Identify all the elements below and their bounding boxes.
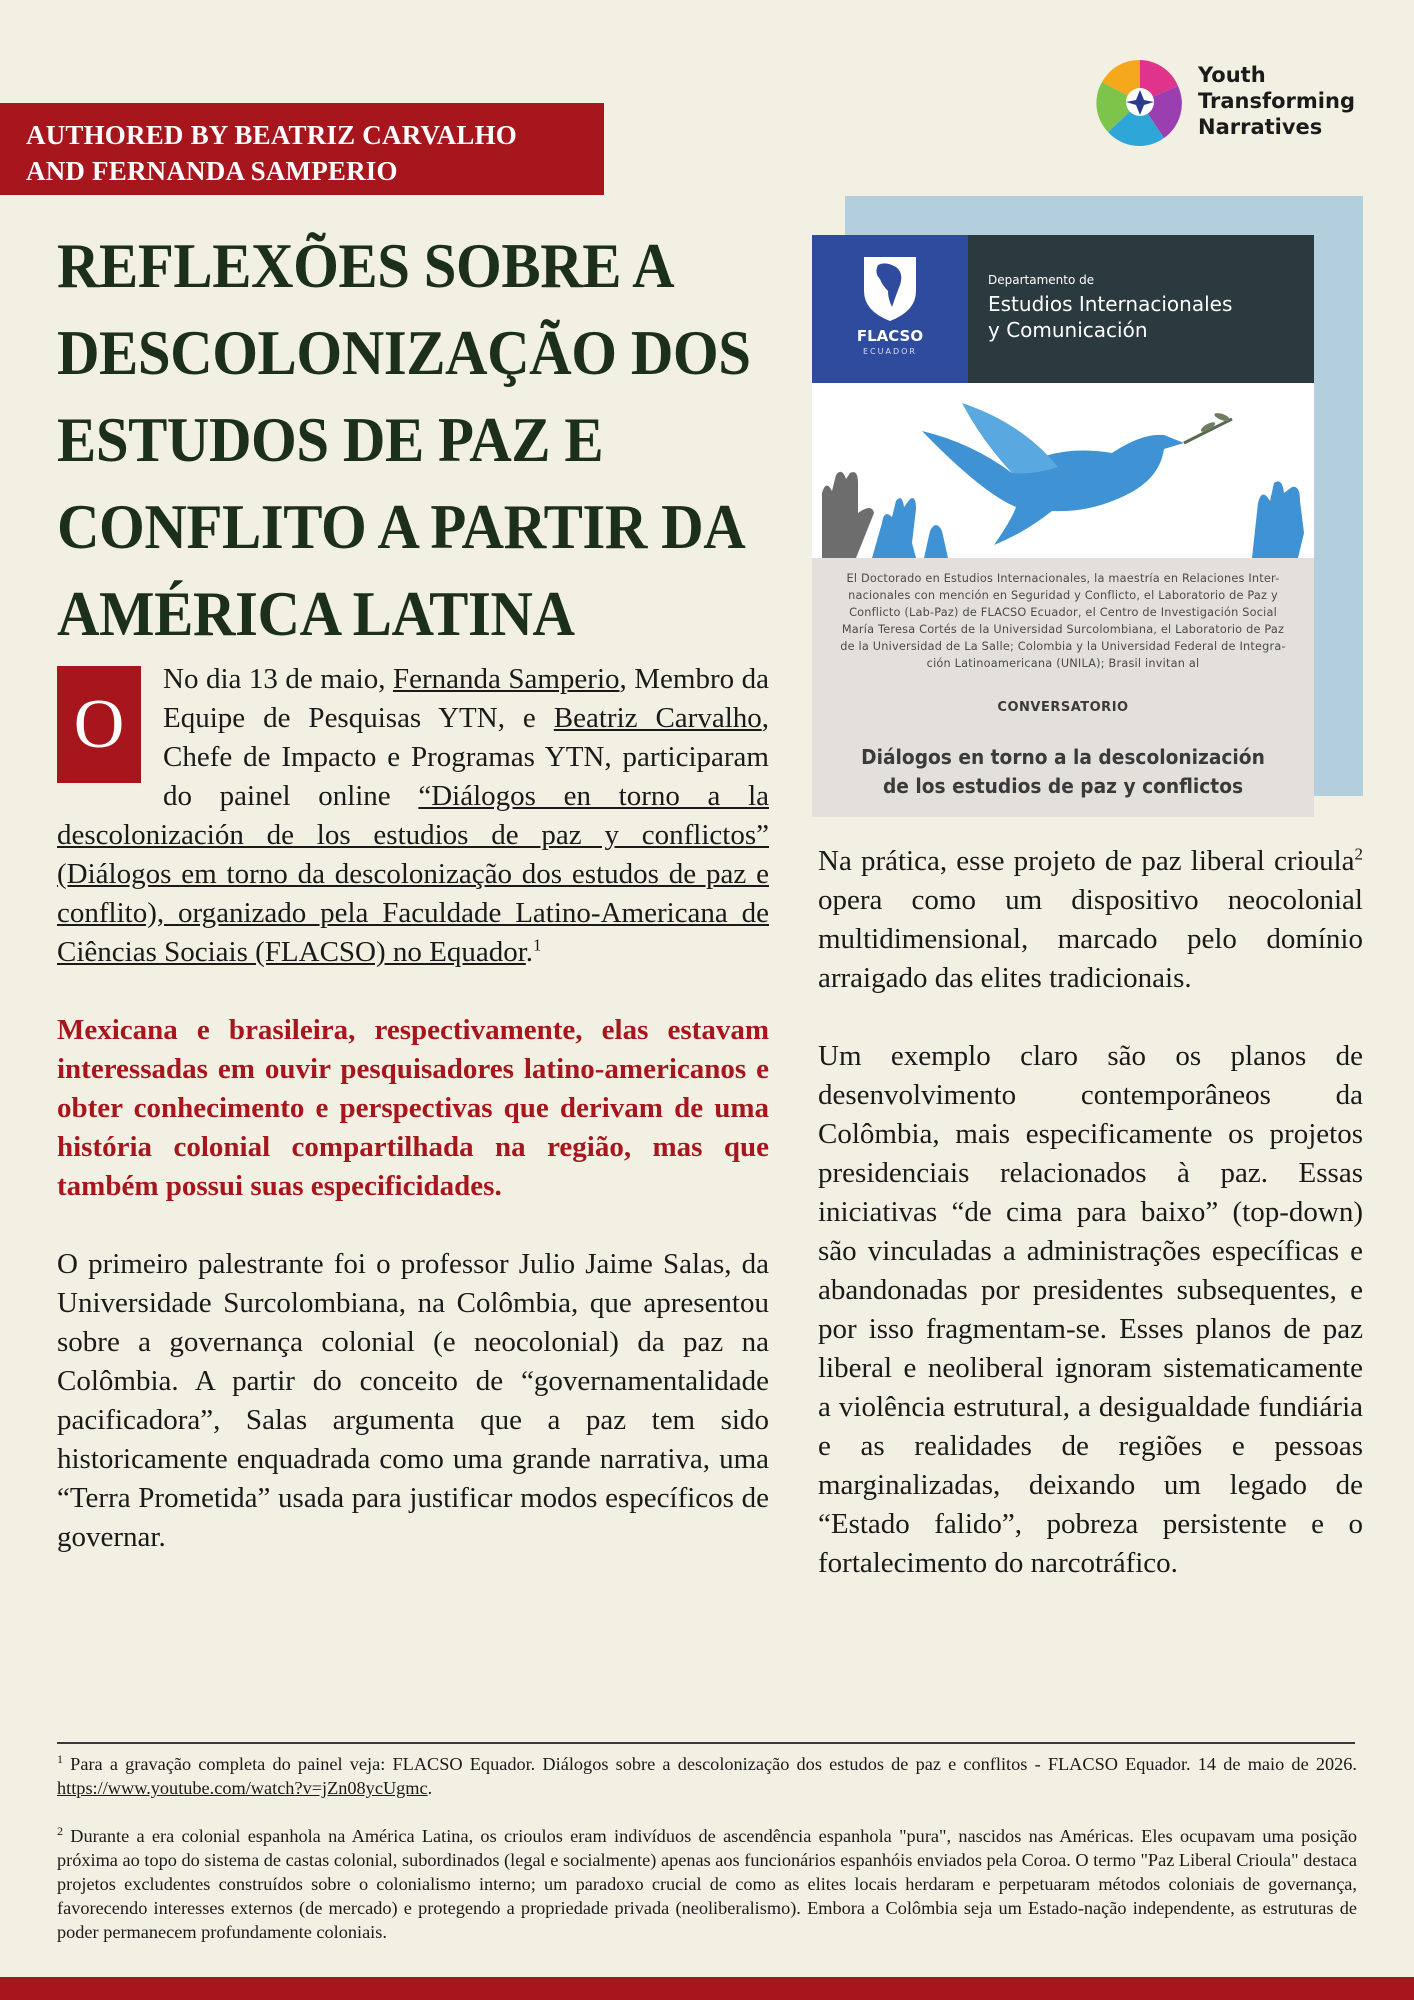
footnote-2 xyxy=(57,1824,1357,1944)
author-line-1: AUTHORED BY BEATRIZ CARVALHO xyxy=(26,120,517,150)
creole-peace-paragraph xyxy=(818,842,1363,998)
footnote-1-number: 1 xyxy=(57,1751,63,1766)
poster-event-title xyxy=(830,743,1297,801)
intro-text-1: No dia 13 de maio, xyxy=(163,663,393,695)
creole-text-1: Na prática, esse projeto de paz liberal crioula xyxy=(818,845,1355,877)
youtube-link[interactable]: https://www.youtube.com/watch?v=jZn08ycUgmc xyxy=(57,1778,428,1798)
left-column xyxy=(57,660,769,1557)
event-poster xyxy=(812,235,1314,817)
salas-paragraph: O primeiro palestrante foi o professor Julio Jaime Salas, da Universidade Surcolombiana, na Colômbia, que apresentou sobre a governança colonial (e neocolonial) da paz na Colômbia. A partir do conceito de “governamentalidade pacificadora”, Salas argumenta que a paz tem sido historicamente enquadrada como uma grande narrativa, uma “Terra Prometida” usada para justificar modos específicos de governar. xyxy=(57,1248,769,1553)
link-beatriz-carvalho[interactable]: Beatriz Carvalho xyxy=(553,702,762,734)
footnote-1-text: Para a gravação completa do painel veja: FLACSO Equador. Diálogos sobre a descolonização dos estudos de paz e conflitos - FLACSO Equador. 14 de maio de 2026. xyxy=(63,1754,1357,1774)
footnote-1-end: . xyxy=(427,1778,433,1798)
colombia-plans-paragraph: Um exemplo claro são os planos de desenvolvimento contemporâneos da Colômbia, mais especificamente os projetos presidenciais relacionados à paz. Essas iniciativas “de cima para baixo” (top-down) são vinculadas a administrações específicas e abandonadas por presidentes subsequentes, e por isso fragmentam-se. Esses planos de paz liberal e neoliberal ignoram sistematicamente a violência estrutural, a desigualdade fundiária e as realidades de regiões e pessoas marginalizadas, deixando um legado de “Estado falido”, pobreza persistente e o fortalecimento do narcotráfico. xyxy=(818,1040,1363,1579)
poster-description xyxy=(834,570,1292,672)
drop-cap: O xyxy=(57,666,141,783)
logo-line-2: Transforming xyxy=(1198,89,1355,113)
pinwheel-logo-icon xyxy=(1090,52,1190,152)
bottom-accent-bar xyxy=(0,1977,1414,2000)
latin-america-shield-icon xyxy=(812,235,968,327)
intro-text-4: . xyxy=(525,936,534,968)
intro-text-2: , Membro da Equipe de Pesquisas YTN, e xyxy=(163,663,770,734)
footnote-1 xyxy=(57,1752,1357,1800)
right-column xyxy=(818,842,1363,1583)
poster-body-line: nacionales con mención en Seguridad y Conflicto, el Laboratorio de Paz y xyxy=(848,589,1278,602)
poster-title-line-2: de los estudios de paz y conflictos xyxy=(882,774,1244,798)
flacso-logo-block xyxy=(812,235,968,383)
author-banner xyxy=(0,103,604,195)
article-title xyxy=(57,222,751,657)
ytn-logo[interactable] xyxy=(1090,52,1355,154)
flacso-subtitle: ECUADOR xyxy=(863,347,917,356)
department-label: Departamento de xyxy=(988,273,1095,287)
intro-paragraph xyxy=(57,660,769,972)
department-line-1: Estudios Internacionales xyxy=(988,292,1233,316)
author-line-2: AND FERNANDA SAMPERIO xyxy=(26,156,398,186)
footnote-ref-1[interactable]: 1 xyxy=(533,935,542,955)
title-line: ESTUDOS DE PAZ E xyxy=(57,404,604,475)
highlight-paragraph: Mexicana e brasileira, respectivamente, elas estavam interessadas em ouvir pesquisadores latino-americanos e obter conhecimento e perspectivas que derivam de uma história colonial compartilhada na região, mas que também possui suas especificidades. xyxy=(57,1014,769,1202)
department-name xyxy=(988,291,1232,343)
dove-icon xyxy=(812,383,1314,558)
poster-body-line: María Teresa Cortés de la Universidad Surcolombiana, el Laboratorio de Paz xyxy=(841,623,1285,636)
footnote-divider xyxy=(57,1742,1355,1744)
poster-body-line: El Doctorado en Estudios Internacionales, la maestría en Relaciones Inter- xyxy=(846,572,1280,585)
footnotes xyxy=(57,1752,1357,1944)
title-line: REFLEXÕES SOBRE A xyxy=(57,230,675,301)
poster-body-line: ción Latinoamericana (UNILA); Brasil invitan al xyxy=(926,657,1200,670)
footnote-ref-2[interactable]: 2 xyxy=(1354,844,1363,864)
poster-body-line: Conflicto (Lab-Paz) de FLACSO Ecuador, el Centro de Investigación Social xyxy=(849,606,1277,619)
dove-illustration xyxy=(812,383,1314,558)
flacso-name: FLACSO xyxy=(856,327,924,345)
title-line: CONFLITO A PARTIR DA xyxy=(57,491,746,562)
department-header xyxy=(968,235,1314,383)
link-panel[interactable]: “Diálogos en torno a la descolonización de los estudios de paz y conflictos” (Diálogos em torno da descolonização dos estudos de paz e conflito), organizado pela Faculdade Latino-Americana de Ciências Sociais (FLACSO) no Equador xyxy=(57,780,770,968)
footnote-2-number: 2 xyxy=(57,1823,63,1838)
intro-text-3: , Chefe de Impacto e Programas YTN, participaram do painel online xyxy=(163,702,770,812)
poster-body-line: de la Universidad de La Salle; Colombia y la Universidad Federal de Integra- xyxy=(840,640,1286,653)
title-line: DESCOLONIZAÇÃO DOS xyxy=(57,317,751,388)
footnote-2-text: Durante a era colonial espanhola na América Latina, os crioulos eram indivíduos de ascendência espanhola "pura", nascidos nas Américas. Eles ocupavam uma posição próxima ao topo do sistema de castas colonial, subordinados (legal e socialmente) apenas aos funcionários espanhóis enviados pela Coroa. O termo "Paz Liberal Crioula" destaca projetos excludentes construídos sobre o colonialismo interno; um paradoxo crucial de como as elites locais herdaram e perpetuaram métodos coloniais de governança, favorecendo interesses externos (de mercado) e protegendo a propriedade privada (neoliberalismo). Embora a Colômbia seja um Estado-nação independente, as estruturas de poder permanecem profundamente coloniais. xyxy=(57,1826,1357,1942)
creole-text-2: opera como um dispositivo neocolonial multidimensional, marcado pelo domínio arraigado das elites tradicionais. xyxy=(818,884,1363,994)
poster-title-line-1: Diálogos en torno a la descolonización xyxy=(861,745,1265,769)
logo-line-3: Narratives xyxy=(1198,115,1323,139)
department-line-2: y Comunicación xyxy=(988,318,1148,342)
title-line: AMÉRICA LATINA xyxy=(57,578,575,649)
logo-line-1: Youth xyxy=(1198,63,1266,87)
link-fernanda-samperio[interactable]: Fernanda Samperio xyxy=(392,663,620,695)
poster-conversatorio: CONVERSATORIO xyxy=(997,700,1129,715)
